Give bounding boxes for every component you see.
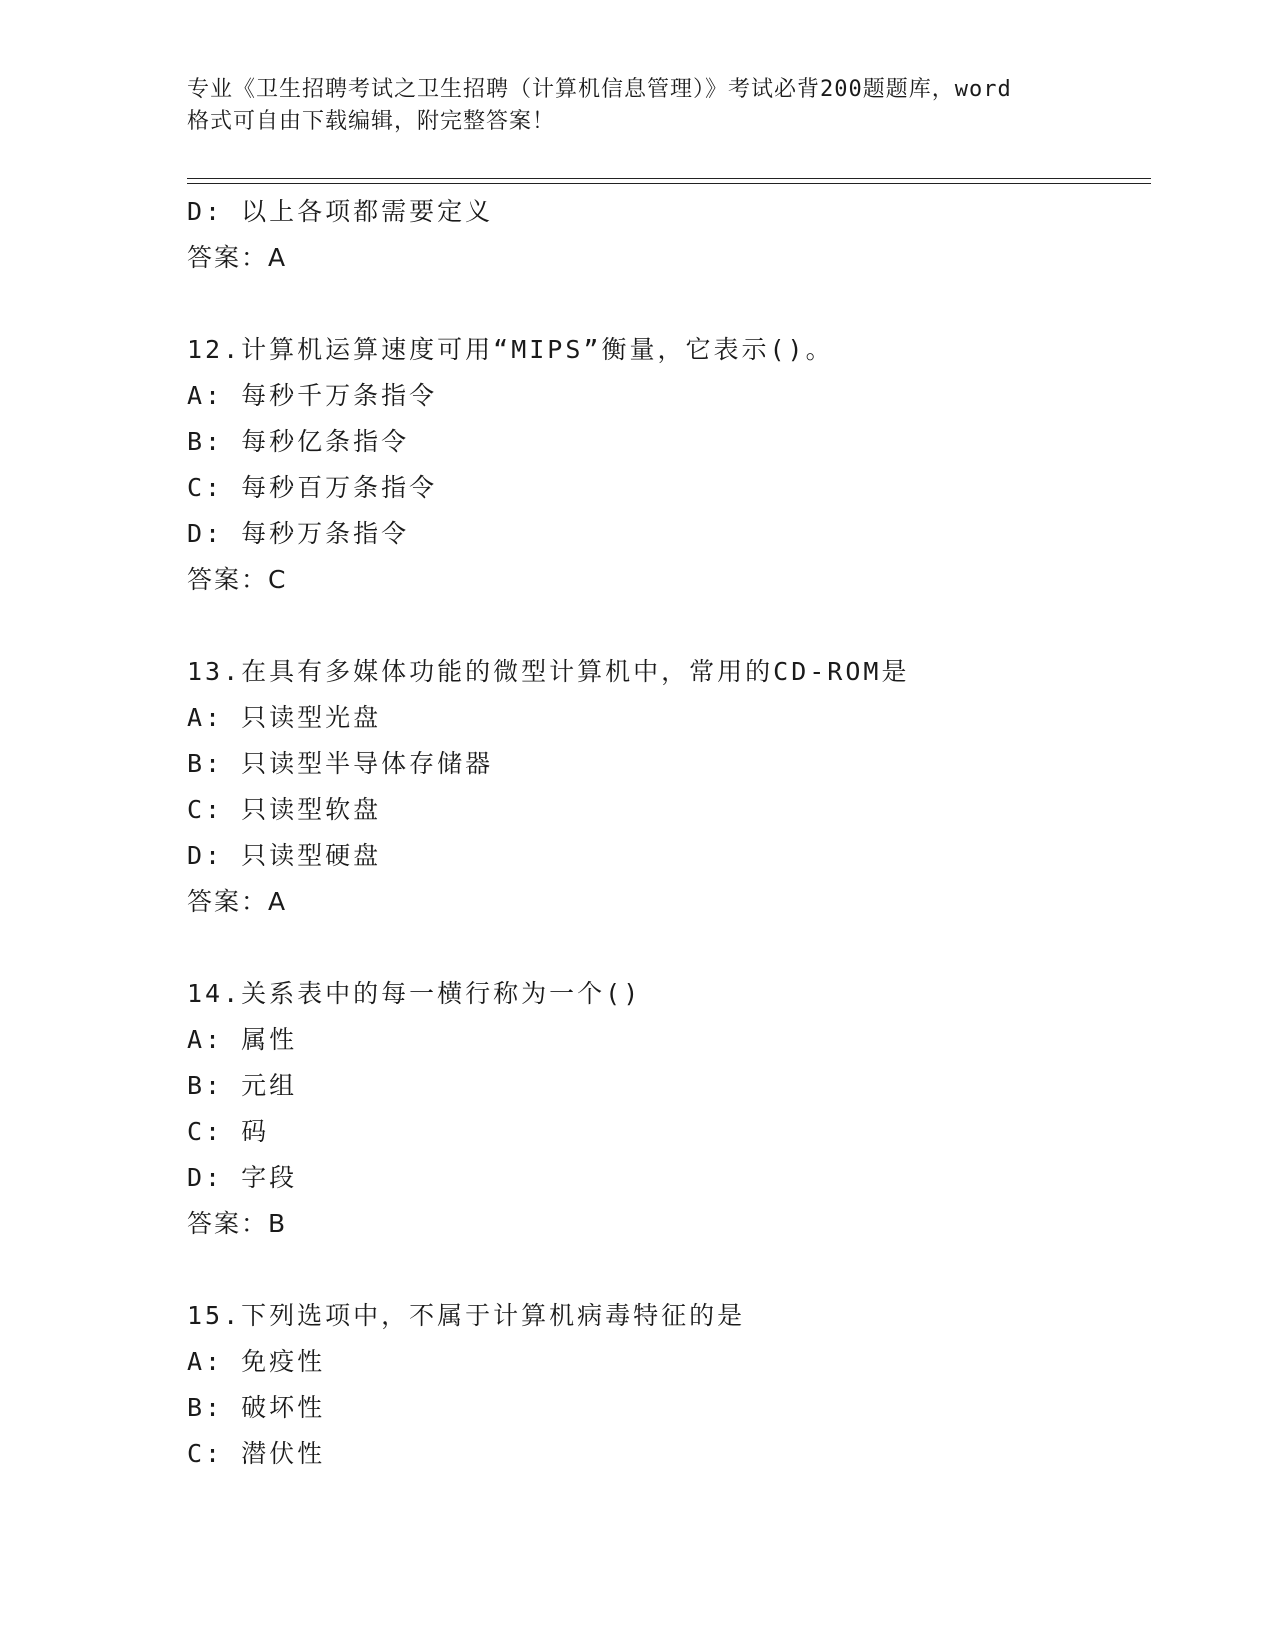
option-b: B: 每秒亿条指令 (187, 427, 410, 456)
question-14 (187, 971, 1151, 1247)
option-d: D: 以上各项都需要定义 (187, 197, 494, 226)
option-a: A: 属性 (187, 1025, 298, 1054)
answer: 答案：C (187, 565, 288, 594)
answer: 答案：A (187, 887, 288, 916)
answer: 答案：B (187, 1209, 288, 1238)
header-divider-bottom (187, 183, 1151, 184)
question-13 (187, 649, 1151, 925)
option-a: A: 免疫性 (187, 1347, 326, 1376)
header-line-1: 专业《卫生招聘考试之卫生招聘（计算机信息管理）》考试必背200题题库，word (187, 77, 1012, 102)
option-d: D: 每秒万条指令 (187, 519, 410, 548)
option-c: C: 潜伏性 (187, 1439, 326, 1468)
question-list (187, 189, 1151, 1477)
option-c: C: 码 (187, 1117, 270, 1146)
option-a: A: 每秒千万条指令 (187, 381, 438, 410)
question-stem: 13.在具有多媒体功能的微型计算机中，常用的CD-ROM是 (187, 657, 910, 686)
option-b: B: 元组 (187, 1071, 298, 1100)
option-b: B: 只读型半导体存储器 (187, 749, 494, 778)
question-stem: 12.计算机运算速度可用“MIPS”衡量，它表示()。 (187, 335, 834, 364)
header-line-2: 格式可自由下载编辑，附完整答案！ (187, 109, 556, 134)
option-b: B: 破坏性 (187, 1393, 326, 1422)
answer: 答案：A (187, 243, 288, 272)
option-c: C: 每秒百万条指令 (187, 473, 438, 502)
question-12 (187, 327, 1151, 603)
question-stem: 15.下列选项中，不属于计算机病毒特征的是 (187, 1301, 746, 1330)
option-c: C: 只读型软盘 (187, 795, 382, 824)
question-continued (187, 189, 1151, 281)
document-header (187, 74, 1087, 138)
header-divider-top (187, 178, 1151, 179)
question-stem: 14.关系表中的每一横行称为一个() (187, 979, 642, 1008)
option-d: D: 字段 (187, 1163, 298, 1192)
option-a: A: 只读型光盘 (187, 703, 382, 732)
question-15 (187, 1293, 1151, 1477)
option-d: D: 只读型硬盘 (187, 841, 382, 870)
